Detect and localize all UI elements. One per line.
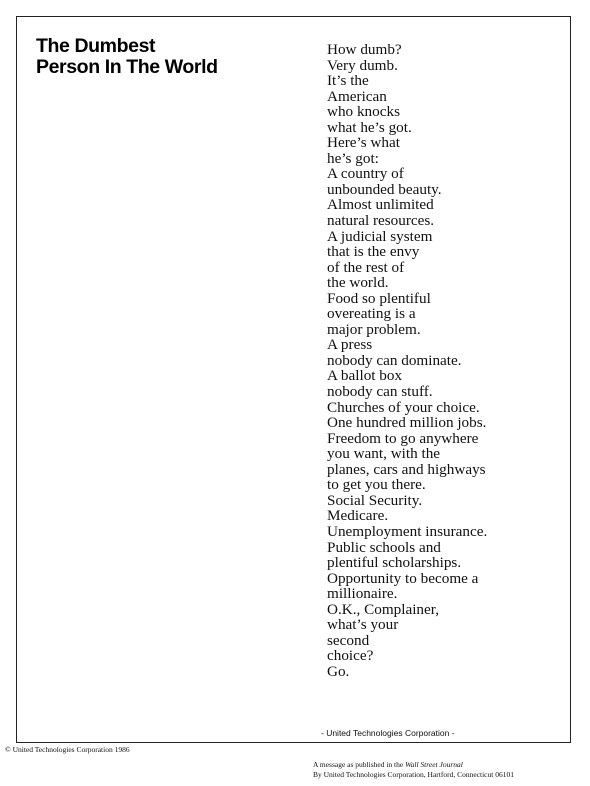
body-line: choice? <box>327 647 374 665</box>
body-line: O.K., Complainer, <box>327 600 440 618</box>
body-line: that is the envy <box>327 243 420 261</box>
body-line: plentiful scholarships. <box>327 554 462 572</box>
body-line: to get you there. <box>327 476 426 494</box>
body-line: he’s got: <box>327 149 379 167</box>
publication-note-prefix: A message as published in the <box>313 760 406 769</box>
body-line: who knocks <box>327 103 400 121</box>
body-line: overeating is a <box>327 305 416 323</box>
copyright-notice: © United Technologies Corporation 1986 <box>5 745 130 754</box>
corporate-signature: - United Technologies Corporation - <box>321 728 455 738</box>
body-line: One hundred million jobs. <box>327 414 487 432</box>
body-line: Churches of your choice. <box>327 398 480 416</box>
body-line: Very dumb. <box>327 56 398 74</box>
body-line: Medicare. <box>327 507 389 525</box>
publication-note <box>313 760 514 779</box>
body-line: nobody can dominate. <box>327 351 462 369</box>
body-line: Social Security. <box>327 491 423 509</box>
body-line: Opportunity to become a <box>327 569 479 587</box>
body-line: unbounded beauty. <box>327 180 442 198</box>
body-line: How dumb? <box>327 41 402 58</box>
headline-line-1: The Dumbest <box>36 35 156 57</box>
body-line: American <box>327 87 387 105</box>
body-line: the world. <box>327 274 389 292</box>
body-line: Freedom to go anywhere <box>327 429 479 447</box>
body-line: planes, cars and highways <box>327 460 486 478</box>
body-line: A ballot box <box>327 367 403 385</box>
body-line: nobody can stuff. <box>327 383 433 401</box>
body-line: Here’s what <box>327 134 400 152</box>
body-line: A press <box>327 336 373 354</box>
body-line: what’s your <box>327 616 399 634</box>
body-line: Food so plentiful <box>327 289 431 307</box>
publication-note-line-1 <box>313 760 514 770</box>
body-copy <box>327 42 567 679</box>
body-line: millionaire. <box>327 585 398 603</box>
headline <box>36 36 276 78</box>
body-line: of the rest of <box>327 258 405 276</box>
body-line: Almost unlimited <box>327 196 434 214</box>
body-line: second <box>327 631 370 649</box>
body-line: what he’s got. <box>327 118 412 136</box>
publication-name: Wall Street Journal <box>405 760 463 769</box>
publication-note-line-2: By United Technologies Corporation, Hartford, Connecticut 06101 <box>313 769 514 779</box>
body-line: natural resources. <box>327 212 435 230</box>
body-line: Unemployment insurance. <box>327 522 488 540</box>
body-line: A judicial system <box>327 227 433 245</box>
headline-line-2: Person In The World <box>36 56 218 78</box>
body-line: It’s the <box>327 72 369 90</box>
body-line: Go. <box>327 662 350 680</box>
body-line: Public schools and <box>327 538 441 556</box>
body-line: A country of <box>327 165 404 183</box>
body-line: major problem. <box>327 320 421 338</box>
body-line: you want, with the <box>327 445 441 463</box>
